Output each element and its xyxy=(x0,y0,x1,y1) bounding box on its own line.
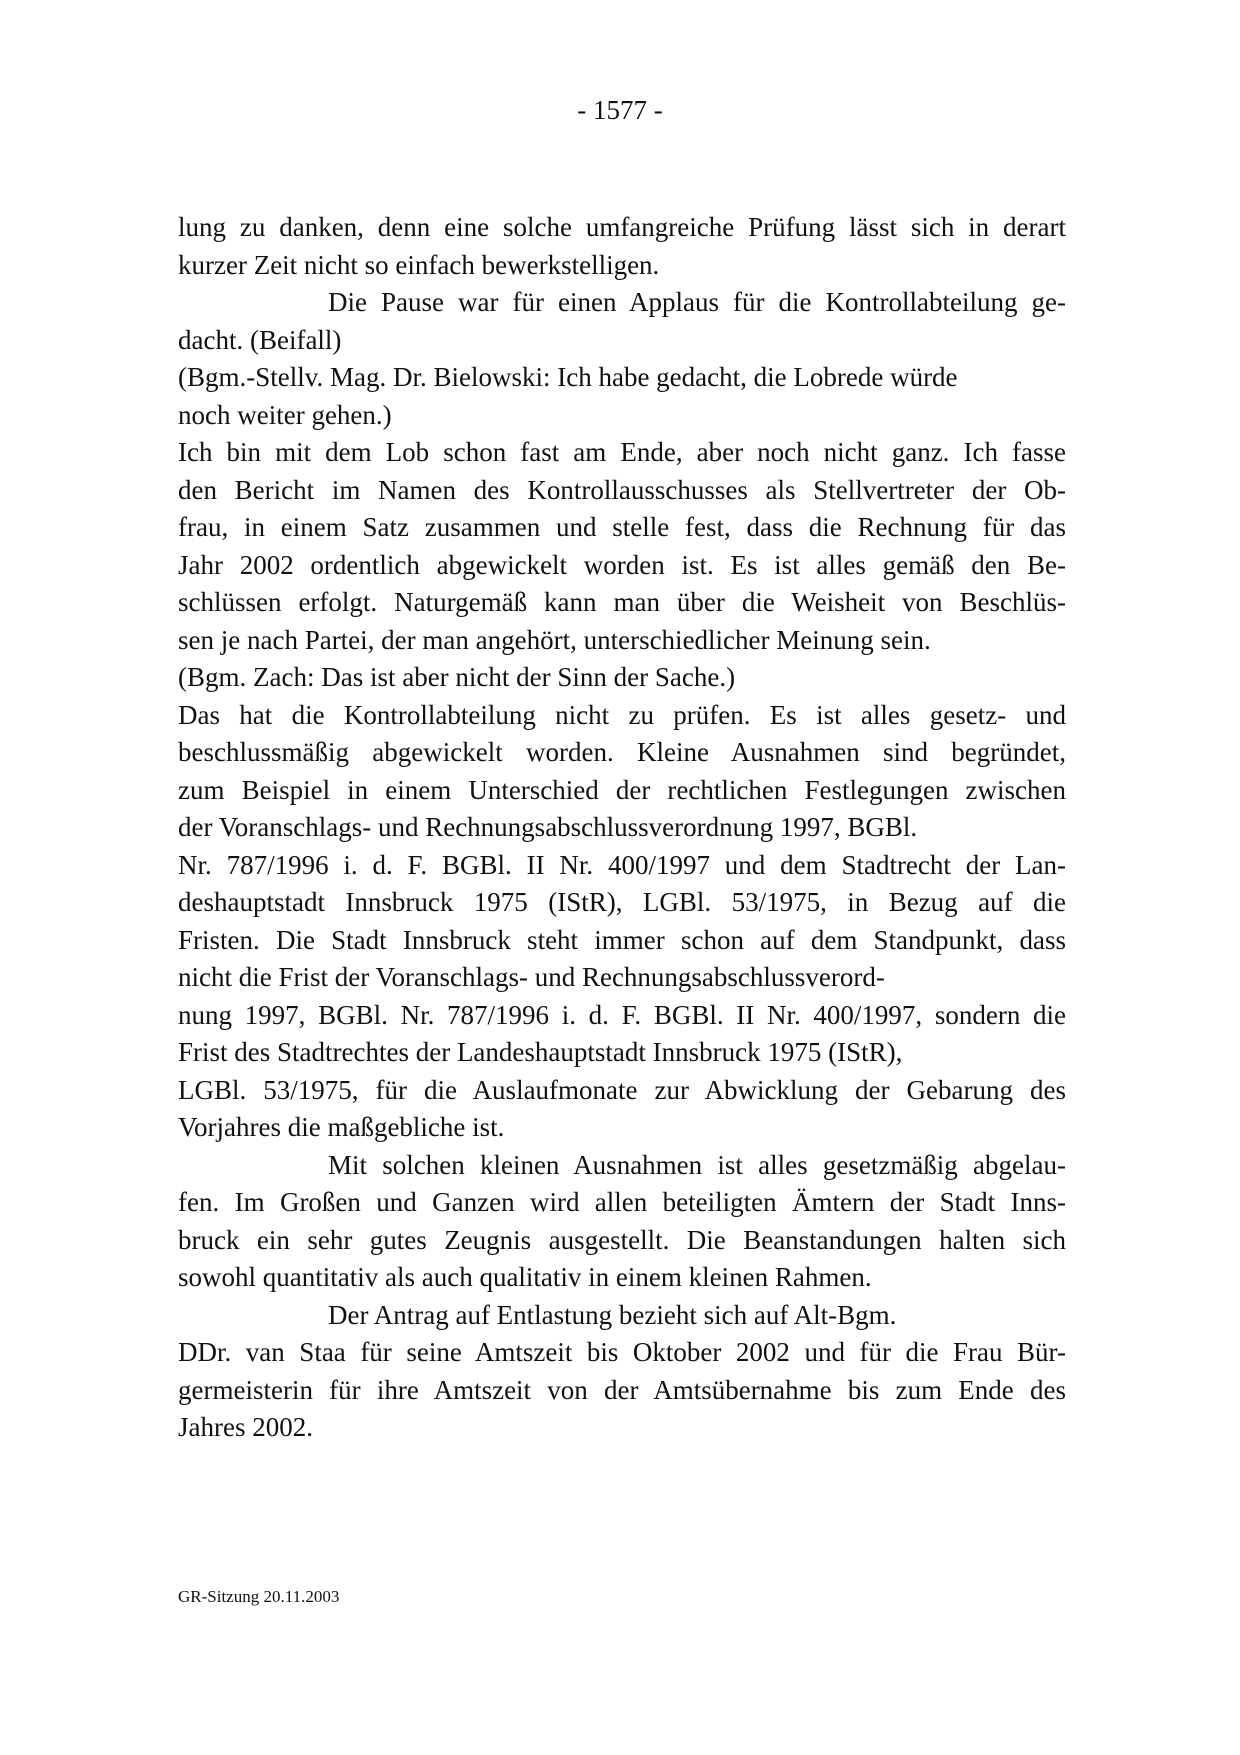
text-line: Vorjahres die maßgebliche ist. xyxy=(178,1112,505,1142)
text-line: Mit solchen kleinen Ausnahmen ist alles gesetzmäßig abgelau- xyxy=(328,1149,1066,1180)
text-line: bruck ein sehr gutes Zeugnis ausgestellt. Die Beanstandungen halten sich xyxy=(178,1224,1066,1255)
page-footer: GR-Sitzung 20.11.2003 xyxy=(178,1587,340,1606)
text-line: germeisterin für ihre Amtszeit von der Amtsübernahme bis zum Ende des xyxy=(178,1374,1066,1405)
text-line: DDr. van Staa für seine Amtszeit bis Oktober 2002 und für die Frau Bür- xyxy=(178,1337,1066,1367)
text-line: Jahres 2002. xyxy=(178,1412,313,1442)
text-line: sen je nach Partei, der man angehört, unterschiedlicher Meinung sein. xyxy=(178,624,931,655)
text-line: Ich bin mit dem Lob schon fast am Ende, aber noch nicht ganz. Ich fasse xyxy=(178,437,1066,467)
text-line: kurzer Zeit nicht so einfach bewerkstelligen. xyxy=(178,249,660,280)
text-line: den Bericht im Namen des Kontrollausschusses als Stellvertreter der Ob- xyxy=(178,474,1066,505)
text-line: fen. Im Großen und Ganzen wird allen beteiligten Ämtern der Stadt Inns- xyxy=(178,1187,1066,1217)
text-line: beschlussmäßig abgewickelt worden. Kleine Ausnahmen sind begründet, xyxy=(178,737,1066,767)
text-line: deshauptstadt Innsbruck 1975 (IStR), LGBl. 53/1975, in Bezug auf die xyxy=(178,887,1066,917)
text-line: Der Antrag auf Entlastung bezieht sich auf Alt-Bgm. xyxy=(328,1299,897,1330)
text-line: nicht die Frist der Voranschlags- und Rechnungsabschlussverord- xyxy=(178,962,885,992)
text-line: LGBl. 53/1975, für die Auslaufmonate zur Abwicklung der Gebarung des xyxy=(178,1074,1066,1105)
text-line: Fristen. Die Stadt Innsbruck steht immer schon auf dem Standpunkt, dass xyxy=(178,924,1066,955)
text-line: (Bgm. Zach: Das ist aber nicht der Sinn der Sache.) xyxy=(178,662,736,692)
text-line: Das hat die Kontrollabteilung nicht zu prüfen. Es ist alles gesetz- und xyxy=(178,699,1066,730)
text-line: Nr. 787/1996 i. d. F. BGBl. II Nr. 400/1997 und dem Stadtrecht der Lan- xyxy=(178,849,1066,880)
text-line: zum Beispiel in einem Unterschied der rechtlichen Festlegungen zwischen xyxy=(178,774,1066,805)
text-line: frau, in einem Satz zusammen und stelle fest, dass die Rechnung für das xyxy=(178,512,1066,542)
page-number: - 1577 - xyxy=(577,95,663,125)
text-line: sowohl quantitativ als auch qualitativ in einem kleinen Rahmen. xyxy=(178,1262,872,1292)
text-line: (Bgm.-Stellv. Mag. Dr. Bielowski: Ich habe gedacht, die Lobrede würde xyxy=(178,362,958,392)
text-line: Frist des Stadtrechtes der Landeshauptstadt Innsbruck 1975 (IStR), xyxy=(178,1037,903,1067)
text-line: nung 1997, BGBl. Nr. 787/1996 i. d. F. BGBl. II Nr. 400/1997, sondern die xyxy=(178,999,1066,1030)
text-line: Jahr 2002 ordentlich abgewickelt worden ist. Es ist alles gemäß den Be- xyxy=(178,549,1066,580)
text-line: noch weiter gehen.) xyxy=(178,399,392,430)
text-line: schlüssen erfolgt. Naturgemäß kann man über die Weisheit von Beschlüs- xyxy=(178,587,1066,617)
text-line: dacht. (Beifall) xyxy=(178,324,342,355)
document-body xyxy=(178,209,1066,1447)
text-line: Die Pause war für einen Applaus für die Kontrollabteilung ge- xyxy=(328,287,1066,317)
text-line: lung zu danken, denn eine solche umfangreiche Prüfung lässt sich in derart xyxy=(178,212,1066,242)
text-line: der Voranschlags- und Rechnungsabschlussverordnung 1997, BGBl. xyxy=(178,812,918,842)
